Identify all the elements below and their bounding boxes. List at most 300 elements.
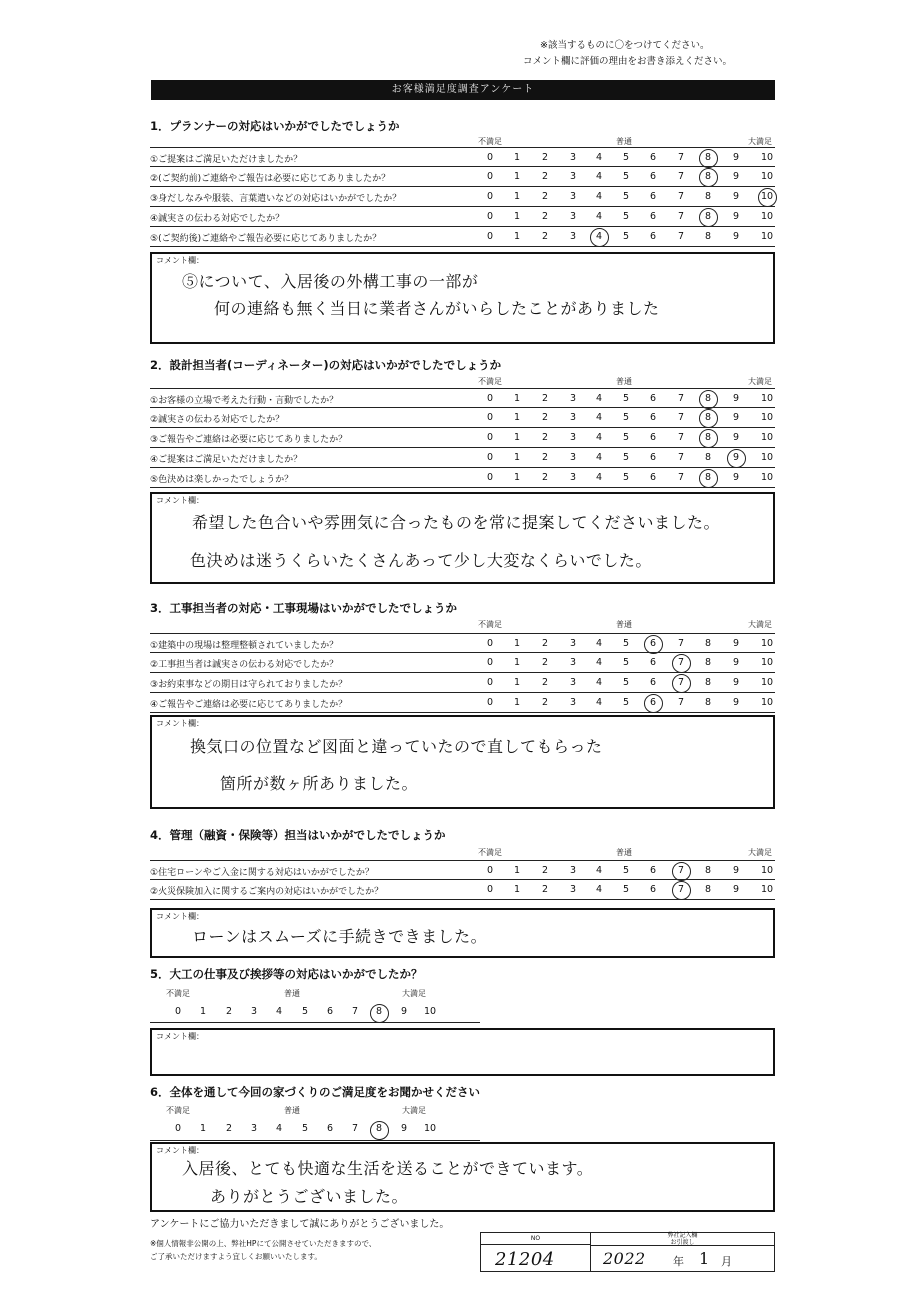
selected-rating-circle (672, 674, 691, 693)
rating-option-8[interactable]: 8 (375, 1006, 383, 1017)
survey-title-banner: お客様満足度調査アンケート (151, 80, 775, 100)
rating-option-8[interactable]: 8 (704, 152, 712, 163)
rating-option-7[interactable]: 7 (677, 231, 685, 242)
rating-option-10[interactable]: 10 (760, 412, 774, 423)
section-1-comment-box (150, 252, 775, 344)
rating-option-0[interactable]: 0 (486, 697, 494, 708)
rating-option-9[interactable]: 9 (732, 393, 740, 404)
rating-option-0[interactable]: 0 (486, 432, 494, 443)
section-4-comment-box (150, 908, 775, 958)
rating-option-10[interactable]: 10 (760, 884, 774, 895)
scale-label-low: 不満足 (478, 848, 502, 857)
rating-option-1[interactable]: 1 (513, 191, 521, 202)
rating-option-1[interactable]: 1 (199, 1006, 207, 1017)
question-row (150, 388, 775, 408)
question-text: ③ご報告やご連絡は必要に応じてありましたか？ (150, 435, 348, 445)
rating-option-8[interactable]: 8 (704, 412, 712, 423)
rating-option-10[interactable]: 10 (760, 657, 774, 668)
question-text: ①お客様の立場で考えた行動・言動でしたか？ (150, 396, 339, 406)
rating-option-4[interactable]: 4 (595, 657, 603, 668)
rating-option-3[interactable]: 3 (569, 472, 577, 483)
rating-option-3[interactable]: 3 (569, 152, 577, 163)
rating-option-5[interactable]: 5 (301, 1123, 309, 1134)
survey-number-value: 21204 (495, 1249, 555, 1270)
rating-option-5[interactable]: 5 (622, 231, 630, 242)
rating-option-7[interactable]: 7 (677, 697, 685, 708)
rating-option-7[interactable]: 7 (677, 657, 685, 668)
rating-option-10[interactable]: 10 (760, 865, 774, 876)
rating-option-2[interactable]: 2 (541, 432, 549, 443)
rating-option-3[interactable]: 3 (569, 638, 577, 649)
question-text: ①住宅ローンやご入金に関する対応はいかがでしたか？ (150, 868, 374, 878)
rating-option-6[interactable]: 6 (649, 231, 657, 242)
scale-underline (150, 1140, 480, 1141)
rating-option-7[interactable]: 7 (677, 171, 685, 182)
rating-option-10[interactable]: 10 (760, 211, 774, 222)
rating-option-4[interactable]: 4 (595, 452, 603, 463)
rating-option-5[interactable]: 5 (622, 432, 630, 443)
rating-option-5[interactable]: 5 (622, 472, 630, 483)
rating-option-0[interactable]: 0 (486, 657, 494, 668)
rating-option-2[interactable]: 2 (225, 1006, 233, 1017)
rating-option-6[interactable]: 6 (649, 171, 657, 182)
rating-option-5[interactable]: 5 (622, 884, 630, 895)
rating-option-9[interactable]: 9 (732, 657, 740, 668)
scale-label-mid: 普通 (616, 620, 632, 629)
rating-option-2[interactable]: 2 (541, 393, 549, 404)
rating-option-6[interactable]: 6 (649, 884, 657, 895)
rating-option-5[interactable]: 5 (622, 657, 630, 668)
rating-option-0[interactable]: 0 (486, 452, 494, 463)
rating-option-1[interactable]: 1 (513, 211, 521, 222)
question-row (150, 207, 775, 227)
scale-label-high: 大満足 (748, 848, 772, 857)
section-5-comment-box (150, 1028, 775, 1076)
scale-label-low: 不満足 (166, 989, 190, 998)
section-6-comment-line-2: ありがとうございました。 (210, 1187, 409, 1206)
question-row (150, 187, 775, 207)
selected-rating-circle (672, 881, 691, 900)
question-text: ①建築中の現場は整理整頓されていましたか？ (150, 641, 339, 651)
rating-option-10[interactable]: 10 (423, 1123, 437, 1134)
section-4-comment-line-1: ローンはスムーズに手続きできました。 (192, 927, 488, 946)
scale-label-low: 不満足 (478, 137, 502, 146)
rating-option-5[interactable]: 5 (301, 1006, 309, 1017)
rating-option-6[interactable]: 6 (649, 412, 657, 423)
question-text: ④誠実さの伝わる対応でしたか？ (150, 214, 285, 224)
scale-label-high: 大満足 (402, 1106, 426, 1115)
rating-option-8[interactable]: 8 (704, 191, 712, 202)
question-text: ③身だしなみや服装、言葉遣いなどの対応はいかがでしたか？ (150, 194, 402, 204)
footer-thanks: アンケートにご協力いただきまして誠にありがとうございました。 (150, 1219, 450, 1230)
rating-option-9[interactable]: 9 (732, 412, 740, 423)
rating-option-2[interactable]: 2 (541, 452, 549, 463)
rating-option-8[interactable]: 8 (704, 432, 712, 443)
selected-rating-circle (672, 862, 691, 881)
question-text: ④ご報告やご連絡は必要に応じてありましたか？ (150, 700, 348, 710)
handover-header: お引渡し (591, 1239, 774, 1246)
rating-option-0[interactable]: 0 (174, 1006, 182, 1017)
rating-option-3[interactable]: 3 (569, 677, 577, 688)
rating-option-10[interactable]: 10 (760, 677, 774, 688)
handover-date-cell (591, 1233, 774, 1271)
handover-month-value: 1 (699, 1249, 710, 1268)
rating-option-10[interactable]: 10 (760, 638, 774, 649)
rating-option-7[interactable]: 7 (677, 452, 685, 463)
rating-option-1[interactable]: 1 (513, 884, 521, 895)
question-text: ②工事担当者は誠実さの伝わる対応でしたか？ (150, 660, 339, 670)
rating-option-1[interactable]: 1 (513, 657, 521, 668)
rating-option-6[interactable]: 6 (649, 393, 657, 404)
question-text: ②(ご契約前)ご連絡やご報告は必要に応じてありましたか？ (150, 174, 391, 184)
rating-option-4[interactable]: 4 (595, 171, 603, 182)
scale-label-low: 不満足 (166, 1106, 190, 1115)
selected-rating-circle (370, 1004, 389, 1023)
section-3-comment-line-1: 換気口の位置など図面と違っていたので直してもらった (190, 737, 603, 756)
rating-option-0[interactable]: 0 (486, 412, 494, 423)
rating-option-2[interactable]: 2 (541, 884, 549, 895)
survey-number-cell (481, 1233, 591, 1271)
month-unit: 月 (721, 1255, 732, 1268)
rating-option-6[interactable]: 6 (649, 472, 657, 483)
rating-option-2[interactable]: 2 (541, 677, 549, 688)
rating-option-7[interactable]: 7 (351, 1123, 359, 1134)
rating-option-9[interactable]: 9 (732, 884, 740, 895)
rating-option-8[interactable]: 8 (704, 697, 712, 708)
rating-option-3[interactable]: 3 (569, 393, 577, 404)
question-row (150, 147, 775, 167)
rating-option-4[interactable]: 4 (595, 231, 603, 242)
rating-option-7[interactable]: 7 (677, 211, 685, 222)
rating-option-8[interactable]: 8 (704, 657, 712, 668)
scale-label-high: 大満足 (748, 620, 772, 629)
rating-option-7[interactable]: 7 (677, 152, 685, 163)
selected-rating-circle (699, 409, 718, 428)
rating-option-6[interactable]: 6 (649, 638, 657, 649)
rating-option-3[interactable]: 3 (569, 231, 577, 242)
scale-label-mid: 普通 (284, 989, 300, 998)
section-3-comment-box (150, 715, 775, 809)
rating-option-4[interactable]: 4 (595, 412, 603, 423)
rating-option-0[interactable]: 0 (486, 191, 494, 202)
rating-option-1[interactable]: 1 (513, 677, 521, 688)
section-1-comment-line-2: 何の連絡も無く当日に業者さんがいらしたことがありました (214, 299, 660, 318)
rating-option-4[interactable]: 4 (595, 884, 603, 895)
rating-option-8[interactable]: 8 (704, 677, 712, 688)
rating-option-0[interactable]: 0 (486, 171, 494, 182)
comment-label: コメント欄： (156, 1146, 204, 1155)
rating-option-4[interactable]: 4 (275, 1006, 283, 1017)
rating-option-9[interactable]: 9 (732, 211, 740, 222)
rating-option-2[interactable]: 2 (541, 638, 549, 649)
rating-option-3[interactable]: 3 (569, 191, 577, 202)
question-text: ③お約束事などの期日は守られておりましたか？ (150, 680, 348, 690)
rating-option-7[interactable]: 7 (677, 638, 685, 649)
section-3-title: 3．工事担当者の対応・工事現場はいかがでしたでしょうか (150, 601, 457, 615)
rating-option-7[interactable]: 7 (677, 865, 685, 876)
scale-label-mid: 普通 (616, 137, 632, 146)
rating-option-1[interactable]: 1 (199, 1123, 207, 1134)
rating-option-2[interactable]: 2 (225, 1123, 233, 1134)
rating-option-0[interactable]: 0 (486, 677, 494, 688)
rating-option-10[interactable]: 10 (760, 171, 774, 182)
footer-privacy-1: ※個人情報非公開の上、弊社HPにて公開させていただきますので、 (150, 1239, 377, 1248)
rating-option-8[interactable]: 8 (704, 393, 712, 404)
rating-option-4[interactable]: 4 (595, 865, 603, 876)
rating-option-7[interactable]: 7 (677, 677, 685, 688)
survey-number-header: NO (481, 1233, 590, 1245)
rating-option-5[interactable]: 5 (622, 452, 630, 463)
rating-option-1[interactable]: 1 (513, 393, 521, 404)
comment-label: コメント欄： (156, 256, 204, 265)
rating-option-5[interactable]: 5 (622, 191, 630, 202)
rating-option-6[interactable]: 6 (649, 697, 657, 708)
rating-option-2[interactable]: 2 (541, 657, 549, 668)
question-text: ②火災保険加入に関するご案内の対応はいかがでしたか？ (150, 887, 384, 897)
section-4-title: 4．管理（融資・保険等）担当はいかがでしたでしょうか (150, 828, 446, 842)
rating-option-9[interactable]: 9 (400, 1006, 408, 1017)
question-row (150, 448, 775, 468)
rating-option-4[interactable]: 4 (595, 191, 603, 202)
section-5-title: 5．大工の仕事及び挨拶等の対応はいかがでしたか？ (150, 967, 423, 981)
rating-option-3[interactable]: 3 (569, 211, 577, 222)
section-6-title: 6．全体を通して今回の家づくりのご満足度をお聞かせください (150, 1085, 480, 1099)
year-unit: 年 (673, 1255, 684, 1268)
question-text: ④ご提案はご満足いただけましたか？ (150, 455, 303, 465)
rating-option-9[interactable]: 9 (732, 171, 740, 182)
footer-privacy-2: ご了承いただけますよう宜しくお願いいたします。 (150, 1252, 322, 1261)
rating-option-1[interactable]: 1 (513, 231, 521, 242)
rating-option-1[interactable]: 1 (513, 452, 521, 463)
question-row (150, 428, 775, 448)
selected-rating-circle (672, 654, 691, 673)
rating-option-6[interactable]: 6 (649, 865, 657, 876)
rating-option-1[interactable]: 1 (513, 472, 521, 483)
rating-option-3[interactable]: 3 (569, 697, 577, 708)
rating-option-6[interactable]: 6 (326, 1006, 334, 1017)
rating-option-1[interactable]: 1 (513, 638, 521, 649)
rating-option-0[interactable]: 0 (486, 152, 494, 163)
rating-option-0[interactable]: 0 (486, 638, 494, 649)
rating-option-2[interactable]: 2 (541, 231, 549, 242)
header-note-1: ※該当するものに〇をつけてください。 (540, 40, 710, 51)
rating-option-1[interactable]: 1 (513, 697, 521, 708)
section-6-comment-box (150, 1142, 775, 1212)
rating-option-6[interactable]: 6 (649, 452, 657, 463)
selected-rating-circle (644, 694, 663, 713)
rating-option-3[interactable]: 3 (569, 657, 577, 668)
rating-option-8[interactable]: 8 (704, 865, 712, 876)
rating-option-9[interactable]: 9 (732, 865, 740, 876)
rating-option-2[interactable]: 2 (541, 412, 549, 423)
rating-option-1[interactable]: 1 (513, 152, 521, 163)
scale-underline (150, 1022, 480, 1023)
rating-option-10[interactable]: 10 (760, 452, 774, 463)
rating-option-2[interactable]: 2 (541, 191, 549, 202)
rating-option-8[interactable]: 8 (704, 452, 712, 463)
selected-rating-circle (370, 1121, 389, 1140)
rating-option-7[interactable]: 7 (677, 412, 685, 423)
rating-option-7[interactable]: 7 (351, 1006, 359, 1017)
question-row (150, 468, 775, 488)
question-row (150, 653, 775, 673)
question-row (150, 227, 775, 247)
rating-option-10[interactable]: 10 (423, 1006, 437, 1017)
rating-option-4[interactable]: 4 (595, 152, 603, 163)
scale-label-mid: 普通 (284, 1106, 300, 1115)
rating-option-8[interactable]: 8 (704, 231, 712, 242)
rating-option-1[interactable]: 1 (513, 412, 521, 423)
rating-option-3[interactable]: 3 (569, 432, 577, 443)
rating-option-8[interactable]: 8 (704, 171, 712, 182)
rating-option-0[interactable]: 0 (486, 211, 494, 222)
section-6-comment-line-1: 入居後、とても快適な生活を送ることができています。 (182, 1159, 594, 1178)
rating-option-0[interactable]: 0 (174, 1123, 182, 1134)
scale-label-low: 不満足 (478, 620, 502, 629)
rating-option-4[interactable]: 4 (595, 638, 603, 649)
rating-option-9[interactable]: 9 (732, 677, 740, 688)
rating-option-9[interactable]: 9 (400, 1123, 408, 1134)
rating-option-10[interactable]: 10 (760, 231, 774, 242)
rating-option-3[interactable]: 3 (569, 452, 577, 463)
question-text: ⑤色決めは楽しかったでしょうか？ (150, 475, 294, 485)
rating-option-5[interactable]: 5 (622, 412, 630, 423)
rating-option-5[interactable]: 5 (622, 865, 630, 876)
rating-option-0[interactable]: 0 (486, 393, 494, 404)
scale-label-mid: 普通 (616, 377, 632, 386)
selected-rating-circle (644, 635, 663, 654)
rating-option-9[interactable]: 9 (732, 452, 740, 463)
question-text: ②誠実さの伝わる対応でしたか？ (150, 415, 285, 425)
rating-option-9[interactable]: 9 (732, 191, 740, 202)
selected-rating-circle (699, 149, 718, 168)
rating-option-0[interactable]: 0 (486, 472, 494, 483)
rating-option-6[interactable]: 6 (649, 152, 657, 163)
question-row (150, 673, 775, 693)
scale-label-high: 大満足 (748, 377, 772, 386)
selected-rating-circle (699, 208, 718, 227)
rating-option-7[interactable]: 7 (677, 884, 685, 895)
question-row (150, 693, 775, 713)
section-2-title: 2．設計担当者(コーディネーター)の対応はいかがでしたでしょうか (150, 358, 502, 372)
question-row (150, 860, 775, 880)
rating-option-5[interactable]: 5 (622, 638, 630, 649)
rating-option-5[interactable]: 5 (622, 152, 630, 163)
rating-option-2[interactable]: 2 (541, 697, 549, 708)
rating-option-2[interactable]: 2 (541, 472, 549, 483)
rating-option-6[interactable]: 6 (649, 677, 657, 688)
rating-option-8[interactable]: 8 (375, 1123, 383, 1134)
rating-option-10[interactable]: 10 (760, 393, 774, 404)
rating-option-8[interactable]: 8 (704, 884, 712, 895)
rating-option-7[interactable]: 7 (677, 432, 685, 443)
rating-option-3[interactable]: 3 (569, 412, 577, 423)
rating-option-9[interactable]: 9 (732, 638, 740, 649)
rating-option-6[interactable]: 6 (649, 657, 657, 668)
rating-option-4[interactable]: 4 (595, 472, 603, 483)
question-row (150, 880, 775, 900)
rating-option-4[interactable]: 4 (275, 1123, 283, 1134)
rating-option-3[interactable]: 3 (569, 884, 577, 895)
selected-rating-circle (699, 469, 718, 488)
rating-option-4[interactable]: 4 (595, 393, 603, 404)
rating-option-1[interactable]: 1 (513, 432, 521, 443)
rating-option-9[interactable]: 9 (732, 152, 740, 163)
rating-option-0[interactable]: 0 (486, 231, 494, 242)
rating-option-5[interactable]: 5 (622, 171, 630, 182)
rating-option-10[interactable]: 10 (760, 191, 774, 202)
rating-option-4[interactable]: 4 (595, 432, 603, 443)
rating-option-4[interactable]: 4 (595, 697, 603, 708)
rating-option-1[interactable]: 1 (513, 171, 521, 182)
rating-option-4[interactable]: 4 (595, 211, 603, 222)
selected-rating-circle (727, 449, 746, 468)
rating-option-9[interactable]: 9 (732, 231, 740, 242)
question-text: ⑤(ご契約後)ご連絡やご報告必要に応じてありましたか？ (150, 234, 382, 244)
rating-option-9[interactable]: 9 (732, 432, 740, 443)
rating-option-6[interactable]: 6 (649, 191, 657, 202)
rating-option-2[interactable]: 2 (541, 211, 549, 222)
section-2-comment-line-1: 希望した色合いや雰囲気に合ったものを常に提案してくださいました。 (192, 513, 721, 532)
rating-option-6[interactable]: 6 (326, 1123, 334, 1134)
rating-option-2[interactable]: 2 (541, 865, 549, 876)
rating-option-8[interactable]: 8 (704, 211, 712, 222)
section-1-comment-line-1: ⑤について、入居後の外構工事の一部が (182, 272, 479, 291)
rating-option-3[interactable]: 3 (569, 171, 577, 182)
rating-option-9[interactable]: 9 (732, 472, 740, 483)
rating-option-8[interactable]: 8 (704, 638, 712, 649)
rating-option-5[interactable]: 5 (622, 677, 630, 688)
question-text: ①ご提案はご満足いただけましたか？ (150, 155, 303, 165)
rating-option-7[interactable]: 7 (677, 393, 685, 404)
rating-option-6[interactable]: 6 (649, 211, 657, 222)
rating-option-2[interactable]: 2 (541, 152, 549, 163)
rating-option-8[interactable]: 8 (704, 472, 712, 483)
section-3-comment-line-2: 箇所が数ヶ所ありました。 (220, 774, 419, 793)
section-2-comment-line-2: 色決めは迷うくらいたくさんあって少し大変なくらいでした。 (190, 551, 652, 570)
rating-option-3[interactable]: 3 (250, 1006, 258, 1017)
selected-rating-circle (699, 429, 718, 448)
comment-label: コメント欄： (156, 1032, 204, 1041)
rating-option-7[interactable]: 7 (677, 191, 685, 202)
office-use-header: 弊社記入欄 (667, 1232, 698, 1239)
rating-option-9[interactable]: 9 (732, 697, 740, 708)
rating-option-3[interactable]: 3 (569, 865, 577, 876)
rating-option-0[interactable]: 0 (486, 865, 494, 876)
comment-label: コメント欄： (156, 719, 204, 728)
rating-option-1[interactable]: 1 (513, 865, 521, 876)
rating-option-10[interactable]: 10 (760, 697, 774, 708)
rating-option-10[interactable]: 10 (760, 472, 774, 483)
office-use-table (480, 1232, 775, 1272)
rating-option-4[interactable]: 4 (595, 677, 603, 688)
rating-option-2[interactable]: 2 (541, 171, 549, 182)
rating-option-5[interactable]: 5 (622, 393, 630, 404)
rating-option-10[interactable]: 10 (760, 152, 774, 163)
selected-rating-circle (590, 228, 609, 247)
rating-option-5[interactable]: 5 (622, 697, 630, 708)
rating-option-0[interactable]: 0 (486, 884, 494, 895)
rating-option-7[interactable]: 7 (677, 472, 685, 483)
rating-option-5[interactable]: 5 (622, 211, 630, 222)
rating-option-3[interactable]: 3 (250, 1123, 258, 1134)
rating-option-6[interactable]: 6 (649, 432, 657, 443)
section-1-title: 1．プランナーの対応はいかがでしたでしょうか (150, 119, 400, 133)
rating-option-10[interactable]: 10 (760, 432, 774, 443)
selected-rating-circle (699, 390, 718, 409)
handover-year-value: 2022 (603, 1249, 646, 1268)
scale-label-high: 大満足 (748, 137, 772, 146)
